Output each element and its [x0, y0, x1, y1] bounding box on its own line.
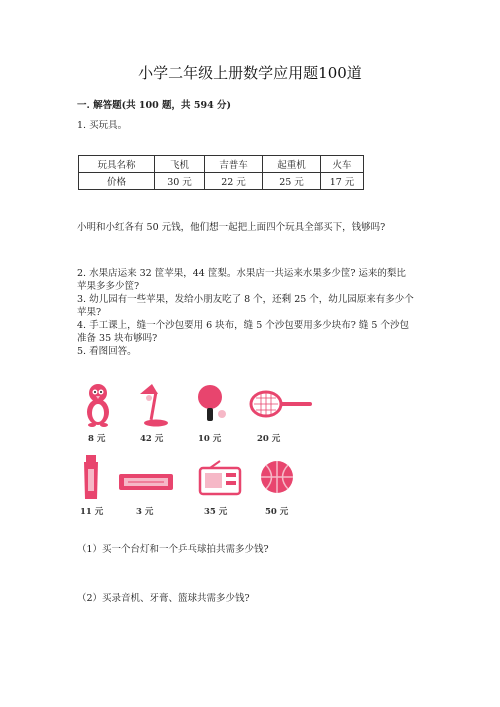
q3-line1: 3. 幼儿园有一些苹果，发给小朋友吃了 8 个，还剩 25 个，幼儿园原来有多少个 — [77, 294, 414, 305]
item-price: 3 元 — [136, 507, 154, 517]
basketball-icon — [258, 458, 296, 496]
item-price: 35 元 — [204, 507, 228, 517]
item-price: 50 元 — [265, 507, 289, 517]
desk-lamp-icon — [136, 380, 172, 428]
table-cell: 30 元 — [155, 173, 205, 190]
q4-line1: 4. 手工课上，缝一个沙包要用 6 块布，缝 5 个沙包要用多少块布? 缝 5 个沙包 — [77, 320, 409, 331]
item-price: 10 元 — [198, 434, 222, 444]
q3-line2: 苹果? — [77, 307, 102, 318]
table-cell: 火车 — [321, 156, 364, 173]
item-price: 8 元 — [88, 434, 106, 444]
table-cell: 17 元 — [321, 173, 364, 190]
toy-price-table — [78, 155, 364, 190]
badminton-racket-icon — [248, 382, 314, 426]
table-cell: 价格 — [79, 173, 155, 190]
ping-pong-paddle-icon — [194, 380, 230, 428]
penguin-toy-icon — [80, 380, 116, 428]
page-title: 小学二年级上册数学应用题100道 — [138, 64, 362, 82]
pencil-box-icon — [118, 472, 174, 492]
item-price: 42 元 — [140, 434, 164, 444]
table-row — [79, 173, 364, 190]
table-cell: 25 元 — [263, 173, 321, 190]
q1-question: 小明和小红各有 50 元钱，他们想一起把上面四个玩具全部买下，钱够吗? — [77, 222, 386, 233]
table-cell: 玩具名称 — [79, 156, 155, 173]
item-price: 11 元 — [80, 507, 104, 517]
table-cell: 飞机 — [155, 156, 205, 173]
toothpaste-icon — [80, 455, 102, 501]
item-price: 20 元 — [257, 434, 281, 444]
q5-sub1: （1）买一个台灯和一个乒乓球拍共需多少钱? — [77, 544, 269, 555]
q5-label: 5. 看图回答。 — [77, 346, 137, 357]
table-cell: 22 元 — [205, 173, 263, 190]
q1-label: 1. 买玩具。 — [77, 120, 128, 131]
q2-line2: 苹果多多少筐? — [77, 281, 140, 292]
table-cell: 吉普车 — [205, 156, 263, 173]
section-header: 一. 解答题(共 100 题，共 594 分) — [77, 100, 231, 111]
radio-recorder-icon — [198, 460, 242, 496]
q2-line1: 2. 水果店运来 32 筐苹果，44 筐梨。水果店一共运来水果多少筐? 运来的梨比 — [77, 268, 406, 279]
q4-line2: 准备 35 块布够吗? — [77, 333, 158, 344]
table-cell: 起重机 — [263, 156, 321, 173]
q5-sub2: （2）买录音机、牙膏、篮球共需多少钱? — [77, 593, 250, 604]
table-row — [79, 156, 364, 173]
